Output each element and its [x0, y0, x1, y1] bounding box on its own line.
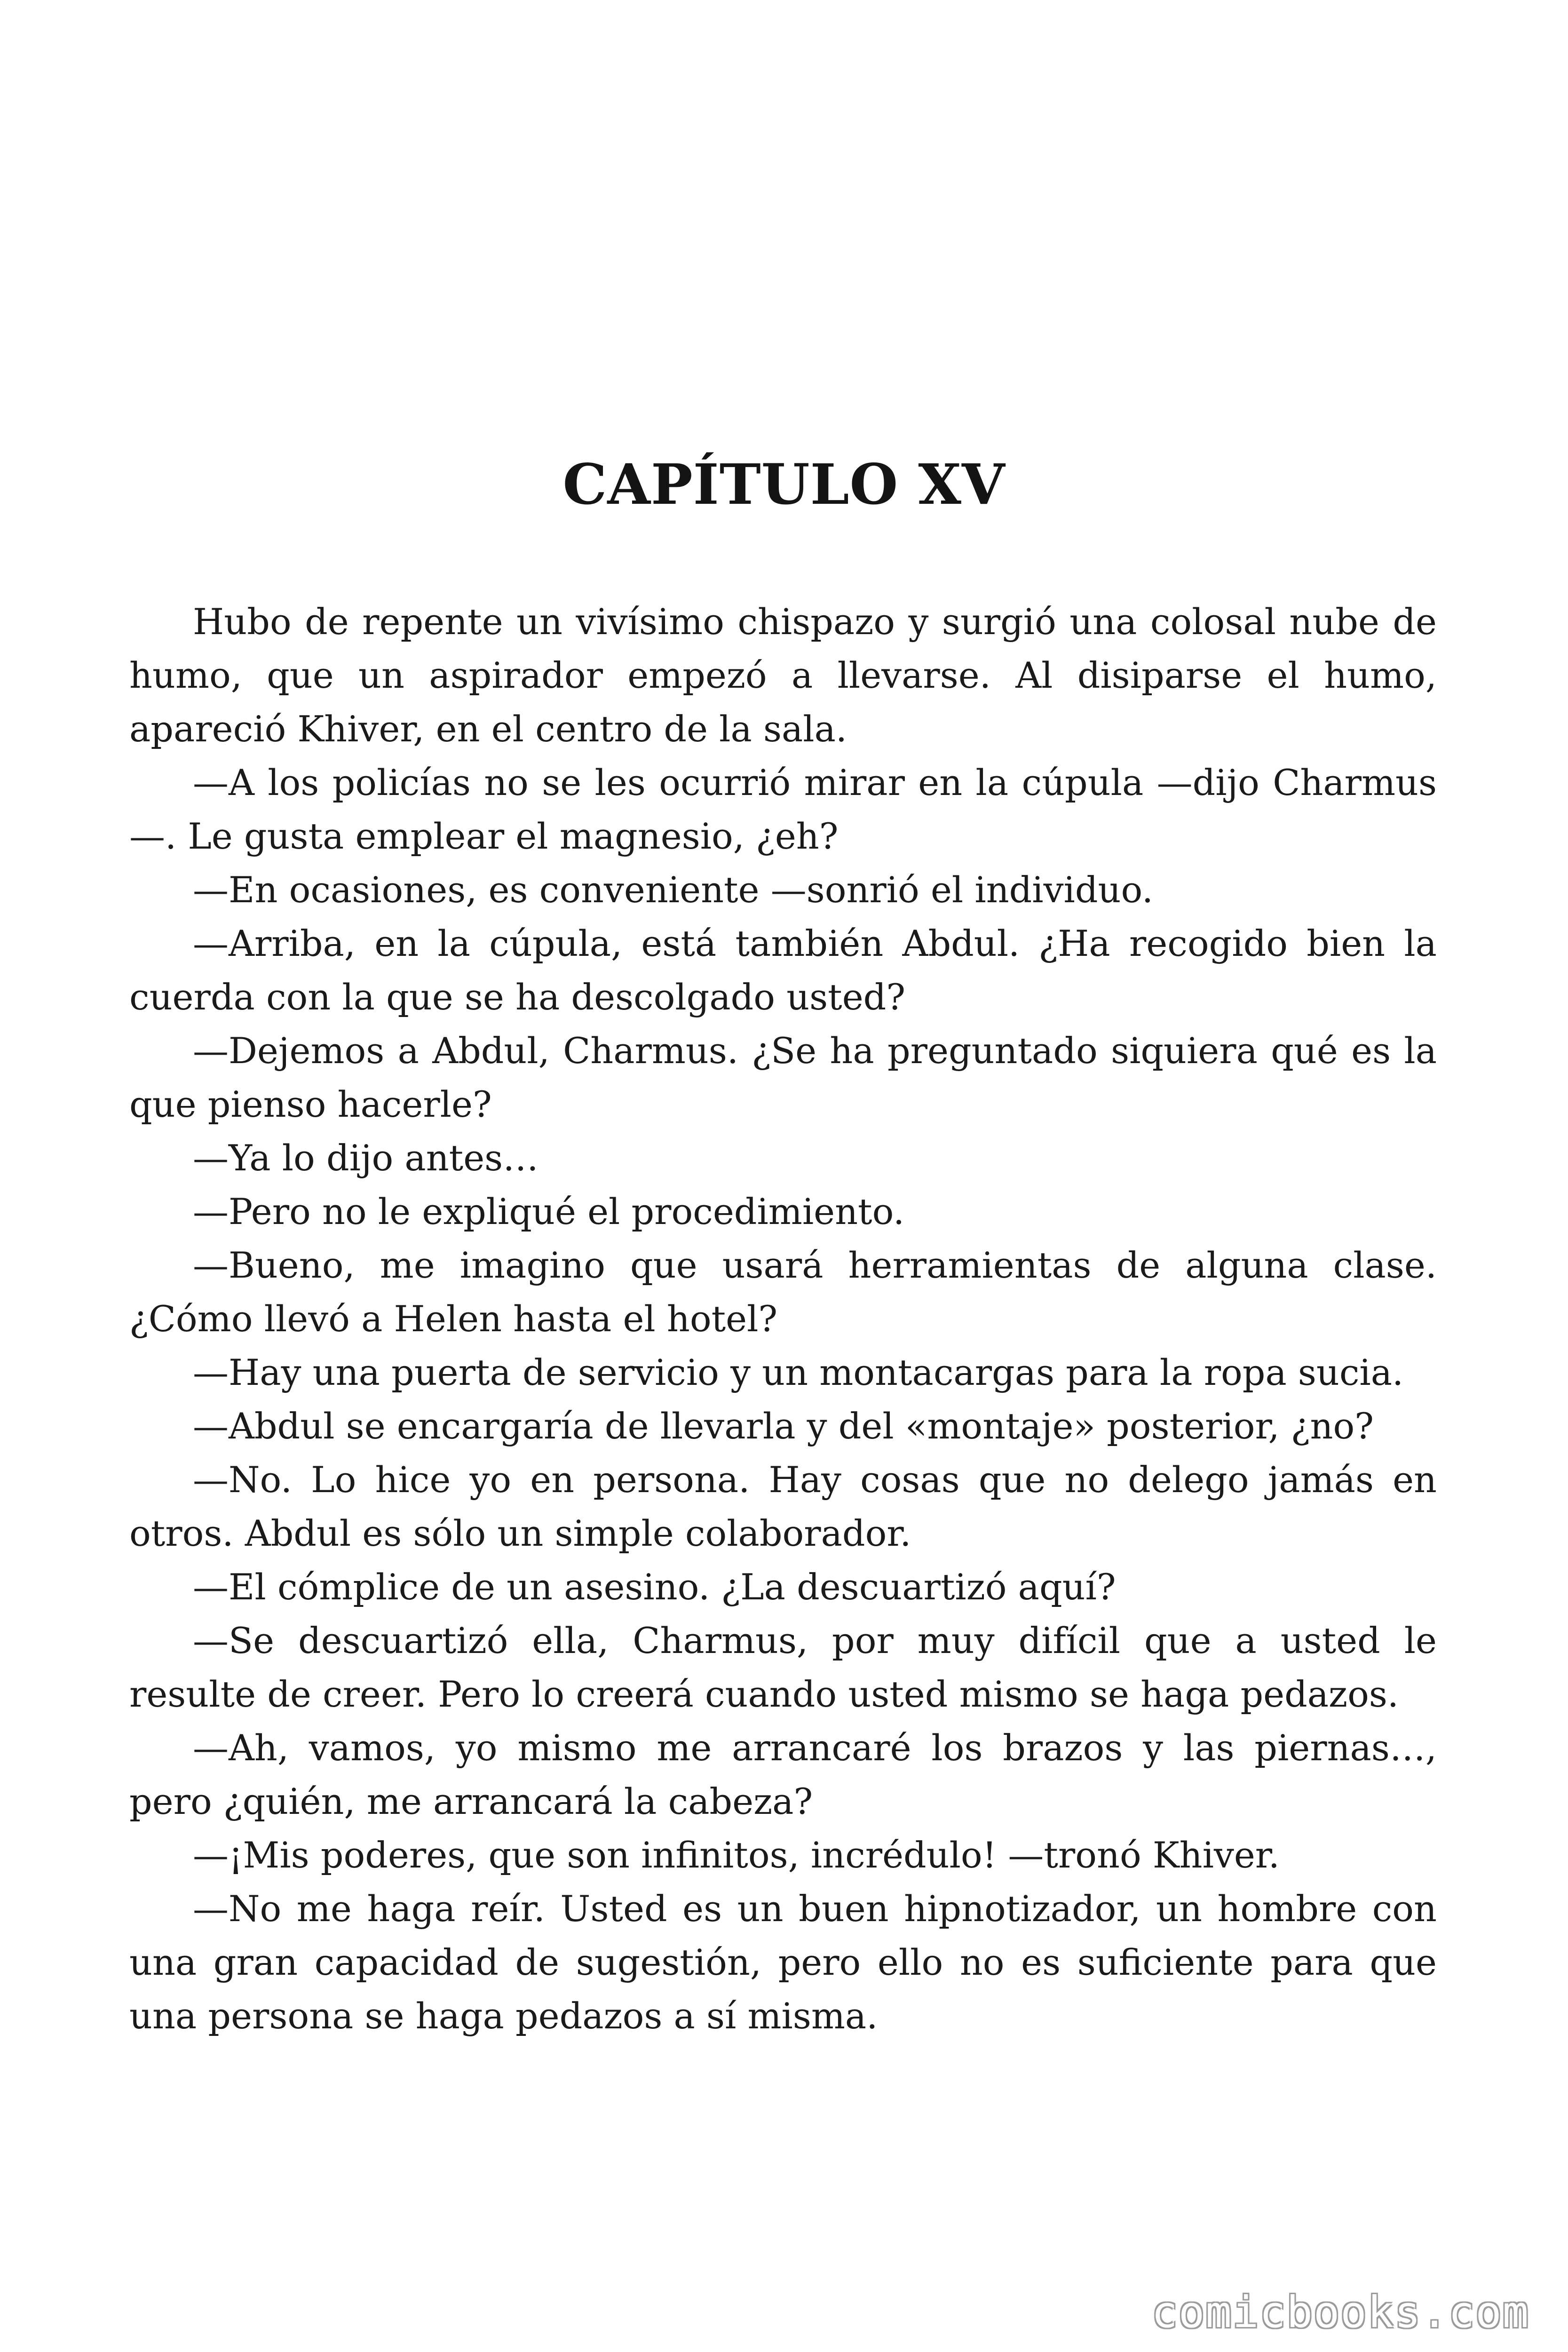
paragraph: —Dejemos a Abdul, Charmus. ¿Se ha preguntado siquiera qué es la que pienso hacerle? — [129, 1030, 1437, 1125]
paragraph: —Se descuartizó ella, Charmus, por muy difícil que a usted le resulte de creer. Pero lo creerá cuando usted mismo se haga pedazos. — [129, 1620, 1437, 1715]
paragraph: —Bueno, me imagino que usará herramientas de alguna clase. ¿Cómo llevó a Helen hasta el hotel? — [129, 1244, 1437, 1340]
watermark: comicbooks.com — [1151, 2287, 1529, 2337]
chapter-body — [129, 595, 1437, 2043]
paragraph: —Hay una puerta de servicio y un montacargas para la ropa sucia. — [193, 1351, 1404, 1393]
paragraph: —No me haga reír. Usted es un buen hipnotizador, un hombre con una gran capacidad de sugestión, pero ello no es suficiente para que una persona se haga pedazos a sí misma. — [129, 1888, 1437, 2037]
paragraph: —Arriba, en la cúpula, está también Abdul. ¿Ha recogido bien la cuerda con la que se ha descolgado usted? — [129, 922, 1437, 1018]
paragraph: —Pero no le expliqué el procedimiento. — [193, 1191, 905, 1232]
paragraph: —En ocasiones, es conveniente —sonrió el individuo. — [193, 869, 1154, 911]
paragraph: —No. Lo hice yo en persona. Hay cosas que no delego jamás en otros. Abdul es sólo un simple colaborador. — [129, 1459, 1437, 1554]
paragraph: —Abdul se encargaría de llevarla y del «montaje» posterior, ¿no? — [193, 1405, 1374, 1447]
chapter-title: CAPÍTULO XV — [562, 452, 1006, 517]
paragraph: —Ya lo dijo antes… — [193, 1137, 539, 1179]
paragraph: —Ah, vamos, yo mismo me arrancaré los brazos y las piernas…, pero ¿quién, me arrancará la cabeza? — [129, 1727, 1437, 1822]
paragraph: —El cómplice de un asesino. ¿La descuartizó aquí? — [193, 1566, 1116, 1608]
paragraph: Hubo de repente un vivísimo chispazo y surgió una colosal nube de humo, que un aspirador empezó a llevarse. Al disiparse el humo, apareció Khiver, en el centro de la sala. — [129, 601, 1437, 750]
paragraph: —A los policías no se les ocurrió mirar en la cúpula —dijo Charmus—. Le gusta emplear el magnesio, ¿eh? — [129, 762, 1437, 857]
paragraph: —¡Mis poderes, que son infinitos, incrédulo! —tronó Khiver. — [193, 1834, 1280, 1876]
